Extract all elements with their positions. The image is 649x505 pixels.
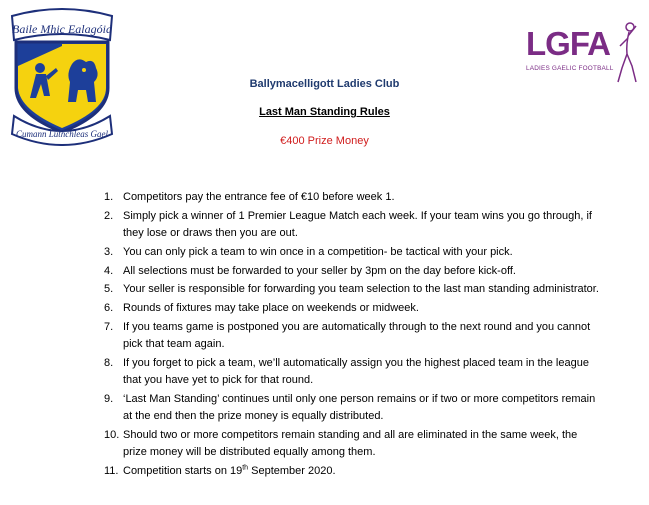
lgfa-logo <box>526 22 642 84</box>
lgfa-logo-letters: LGFA <box>526 25 610 62</box>
rule-item: 1. Competitors pay the entrance fee of €10 before week 1. <box>104 191 395 203</box>
rule-item: 3. You can only pick a team to win once in a competition- be tactical with your pick. <box>104 245 513 258</box>
rules-list <box>104 189 604 482</box>
rule-item: 7. If you teams game is postponed you are automatically through to the next round and you cannot pick that team again. <box>104 320 591 351</box>
page-title: Last Man Standing Rules <box>259 106 390 118</box>
lgfa-logo-subtitle: LADIES GAELIC FOOTBALL <box>526 65 614 72</box>
rule-item: 8. If you forget to pick a team, we’ll automatically assign you the highest placed team in the league that you have yet to pick for that round. <box>104 356 589 387</box>
lgfa-player-figure-icon <box>612 22 640 84</box>
prize-money: €400 Prize Money <box>280 135 369 147</box>
rule-item: 5. Your seller is responsible for forwarding you team selection to the last man standing administrator. <box>104 283 599 296</box>
club-crest-logo <box>6 6 118 146</box>
rule-item: 10. Should two or more competitors remain standing and all are eliminated in the same week, the prize money will be distributed equally among them. <box>104 428 578 459</box>
rule-item: 11. Competition starts on 19th September 2020. <box>104 464 336 478</box>
rule-item: 4. All selections must be forwarded to your seller by 3pm on the day before kick-off. <box>104 264 516 277</box>
rule-item: 2. Simply pick a winner of 1 Premier League Match each week. If your team wins you go through, if they lose or draws then you are out. <box>104 209 592 240</box>
crest-bottom-text: Cumann Lúthchleas Gael <box>16 129 108 139</box>
crest-top-text: Baile Mhic Ealagóid <box>12 22 112 36</box>
rule-item: 9. ‘Last Man Standing’ continues until only one person remains or if two or more competitors remain at the end then the prize money is equally distributed. <box>104 392 596 423</box>
rule-item: 6. Rounds of fixtures may take place on weekends or midweek. <box>104 301 419 314</box>
club-name: Ballymacelligott Ladies Club <box>249 78 400 90</box>
